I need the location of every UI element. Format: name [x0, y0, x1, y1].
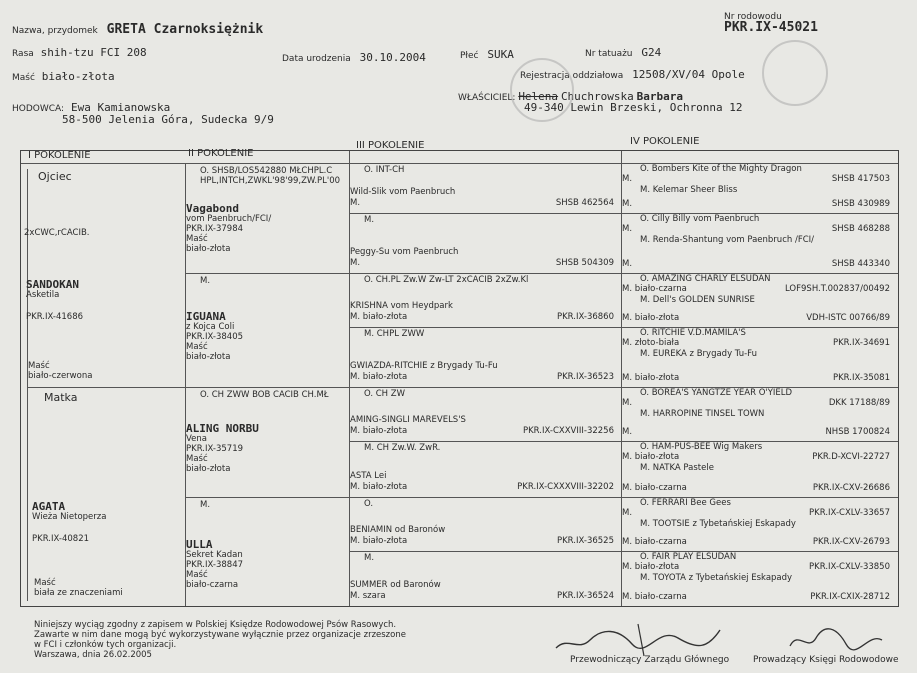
signature-label-registrar: Prowadzący Księgi Rodowodowe — [753, 655, 899, 665]
gen4-dam: M. TOYOTA z Tybetańskiej Eskapady — [640, 573, 793, 583]
gen2-kennel: z Kojca Coli — [186, 322, 235, 332]
gen2-color-label: Maść — [186, 454, 208, 464]
tattoo-label: Nr tatuażu — [585, 49, 633, 59]
footer-line-1: Niniejszy wyciąg zgodny z zapisem w Polskiej Księdze Rodowodowej Psów Rasowych. — [34, 620, 397, 630]
breeder-address: 58-500 Jelenia Góra, Sudecka 9/9 — [62, 113, 274, 126]
gen3-name: ASTA Lei — [350, 471, 387, 481]
footer-line-3: w FCI i członków tych organizacji. — [34, 640, 177, 650]
mother-block — [32, 502, 106, 544]
father-block — [26, 280, 83, 322]
gen2-kennel: Vena — [186, 434, 207, 444]
gen4-dam: M. Dell's GOLDEN SUNRISE — [640, 295, 755, 305]
gen4-sire-reg: DKK 17188/89 — [828, 398, 890, 408]
mother-kennel: Wieża Nietoperza — [32, 512, 107, 522]
color-row — [12, 70, 115, 83]
gen4-dam: M. EUREKA z Brygady Tu-Fu — [640, 349, 757, 359]
gen2-color-label: Maść — [186, 342, 208, 352]
gen3-name: GWIAZDA-RITCHIE z Brygady Tu-Fu — [350, 361, 498, 371]
gen2-reg: PKR.IX-38847 — [186, 560, 244, 570]
pedigree-no: PKR.IX-45021 — [724, 20, 818, 35]
mother-label: Matka — [44, 391, 78, 404]
gen2-name: ULLA — [186, 538, 213, 551]
owner-first: Barbara — [636, 90, 684, 103]
gen4-sire-color: M. — [622, 508, 633, 518]
mother-color-block — [34, 578, 123, 598]
gen2-titles: M. — [200, 500, 211, 510]
gen4-cell — [622, 498, 894, 548]
gen2-color: biało-czarna — [186, 580, 239, 590]
gen4-cell — [622, 214, 894, 270]
breeder-label: HODOWCA: — [12, 104, 65, 114]
gen4-sire-color: M. — [622, 224, 633, 234]
gen2-kennel: Sekret Kadan — [186, 550, 243, 560]
gen3-titles: O. — [364, 499, 374, 509]
gen4-cell — [622, 442, 894, 494]
name-label: Nazwa, przydomek — [12, 26, 98, 36]
gen3-name: KRISHNA vom Heydpark — [350, 301, 453, 311]
gen4-dam-color: M. biało-czarna — [622, 483, 687, 493]
gen2-titles: O. CH ZWW BOB CACIB CH.MŁ — [200, 390, 329, 400]
gen3-sub: M. — [350, 258, 361, 268]
gen4-sire-reg: SHSB 468288 — [831, 224, 890, 234]
gen3-cell — [350, 553, 618, 602]
gen3-titles: M. CHPL ZWW — [364, 329, 425, 339]
name-row — [12, 22, 263, 37]
gen3-cell — [350, 329, 618, 383]
gen2-color: biało-złota — [186, 464, 231, 474]
gen4-dam-color: M. biało-złota — [622, 313, 680, 323]
gen4-sire: O. RITCHIE V.D.MAMILA'S — [640, 328, 746, 338]
gen2-color-label: Maść — [186, 570, 208, 580]
father-reg: PKR.IX-41686 — [26, 312, 84, 322]
father-titles: 2xCWC,rCACIB. — [24, 228, 90, 238]
gen2-color-label: Maść — [186, 234, 208, 244]
birth-label: Data urodzenia — [282, 54, 351, 64]
gen3-name: BENIAMIN od Baronów — [350, 525, 446, 535]
gen2-titles: M. — [200, 276, 211, 286]
breed-value: shih-tzu FCI 208 — [40, 46, 147, 59]
gen3-reg: PKR.IX-CXXXVIII-32202 — [517, 482, 614, 492]
color-value: biało-złota — [41, 70, 115, 83]
gen4-dam: M. Kelemar Sheer Bliss — [640, 185, 738, 195]
signature-label-chairman: Przewodniczący Zarządu Głównego — [570, 655, 730, 665]
round-stamp-left — [510, 58, 574, 122]
gen2-name: IGUANA — [186, 310, 226, 323]
gen4-dam: M. Renda-Shantung vom Paenbruch /FCI/ — [640, 235, 815, 245]
branch-value: 12508/XV/04 Opole — [632, 68, 745, 81]
gen3-reg: PKR.IX-36860 — [556, 312, 614, 322]
gen2-reg: PKR.IX-35719 — [186, 444, 244, 454]
color-label: Maść — [12, 73, 35, 83]
gen4-sire-color: M. — [622, 174, 633, 184]
gen4-cell — [622, 388, 894, 438]
mother-color: biała ze znaczeniami — [34, 588, 123, 598]
gen4-cell — [622, 274, 894, 324]
gen3-sub: M. — [350, 198, 361, 208]
gen3-titles: M. — [364, 215, 375, 225]
gen2-cell — [186, 390, 346, 474]
gen2-name: Vagabond — [186, 202, 239, 215]
gen4-dam-color: M. — [622, 427, 633, 437]
gen-header-3: III POKOLENIE — [356, 140, 425, 151]
father-color: biało-czerwona — [28, 371, 93, 381]
gen4-sire-color: M. biało-czarna — [622, 284, 687, 294]
gen3-reg: SHSB 504309 — [555, 258, 614, 268]
gen4-dam-reg: PKR.IX-CXV-26686 — [812, 483, 890, 493]
gen3-cell — [350, 165, 618, 209]
gen3-sub: M. biało-złota — [350, 482, 408, 492]
gen3-cell — [350, 499, 618, 547]
tattoo-value: G24 — [641, 46, 662, 59]
gen2-reg: PKR.IX-37984 — [186, 224, 244, 234]
gen4-dam-reg: PKR.IX-35081 — [832, 373, 890, 383]
gen4-dam-reg: NHSB 1700824 — [825, 427, 890, 437]
signature-registrar — [780, 620, 890, 660]
gen3-cell — [350, 215, 618, 269]
gen4-dam-color: M. biało-czarna — [622, 537, 687, 547]
gen4-sire-reg: PKR.D-XCVI-22727 — [812, 452, 890, 462]
gen3-cell — [350, 275, 618, 323]
gen3-name: Wild-Slik vom Paenbruch — [350, 187, 456, 197]
gen-header-2: II POKOLENIE — [188, 148, 254, 159]
gen2-reg: PKR.IX-38405 — [186, 332, 244, 342]
gen3-cell — [350, 443, 618, 493]
breed-row — [12, 46, 147, 59]
birth-row — [282, 51, 426, 64]
gen4-dam-reg: SHSB 443340 — [831, 259, 890, 269]
gen4-sire: O. AMAZING CHARLY ELSUDAN — [640, 274, 771, 284]
gen4-sire-color: M. biało-złota — [622, 452, 680, 462]
gen4-sire-reg: SHSB 417503 — [831, 174, 890, 184]
gen4-cell — [622, 164, 894, 210]
father-color-label: Maść — [28, 361, 50, 371]
gen3-titles: O. CH ZW — [364, 389, 406, 399]
father-kennel: Asketila — [26, 290, 60, 300]
gen4-sire: O. FAIR PLAY ELSUDAN — [640, 552, 737, 562]
gen4-sire-color: M. — [622, 398, 633, 408]
footer-line-4: Warszawa, dnia 26.02.2005 — [34, 650, 152, 660]
gen3-cell — [350, 389, 618, 437]
gen3-reg: PKR.IX-36525 — [556, 536, 614, 546]
gen4-sire: O. FERRARI Bee Gees — [640, 498, 731, 508]
gen3-titles: O. CH.PL Zw.W Zw-LT 2xCACIB 2xZw.Kl — [364, 275, 529, 285]
gen4-dam-color: M. biało-złota — [622, 373, 680, 383]
footer-line-2: Zawarte w nim dane mogą być wykorzystywane wyłącznie przez organizacje zrzeszone — [34, 630, 406, 640]
gen3-sub: M. biało-złota — [350, 536, 408, 546]
gen3-reg: PKR.IX-36524 — [556, 591, 614, 601]
gen2-cell — [186, 276, 346, 362]
gen4-sire-color: M. złoto-biała — [622, 338, 680, 348]
gen4-cell — [622, 328, 894, 384]
mother-color-label: Maść — [34, 578, 56, 588]
gen3-name: SUMMER od Baronów — [350, 580, 441, 590]
gen4-cell — [622, 552, 894, 603]
gen3-titles: M. CH Zw.W. ZwR. — [364, 443, 441, 453]
gen4-dam: M. HARROPINE TINSEL TOWN — [640, 409, 765, 419]
tattoo-row — [585, 46, 661, 59]
gen3-name: AMING-SINGLI MAREVELS'S — [350, 415, 466, 425]
gen4-dam-reg: PKR.IX-CXIX-28712 — [810, 592, 890, 602]
owner-address: 49-340 Lewin Brzeski, Ochronna 12 — [524, 101, 743, 114]
breed-label: Rasa — [12, 49, 34, 59]
gen4-sire-color: M. biało-złota — [622, 562, 680, 572]
gen4-dam-color: M. biało-czarna — [622, 592, 687, 602]
gen3-sub: M. biało-złota — [350, 426, 408, 436]
round-stamp-right — [762, 40, 828, 106]
gen3-sub: M. biało-złota — [350, 312, 408, 322]
father-label: Ojciec — [38, 170, 72, 183]
sex-value: SUKA — [487, 48, 514, 61]
gen4-dam: M. NATKA Pastele — [640, 463, 714, 473]
gen4-sire: O. Cilly Billy vom Paenbruch — [640, 214, 760, 224]
gen2-color: biało-złota — [186, 244, 231, 254]
gen4-sire-reg: PKR.IX-34691 — [832, 338, 890, 348]
father-name: SANDOKAN — [26, 278, 79, 291]
owner-name: Chuchrowska — [560, 90, 634, 103]
gen3-reg: PKR.IX-36523 — [556, 372, 614, 382]
gen4-dam-color: M. — [622, 199, 633, 209]
gen3-name: Peggy-Su vom Paenbruch — [350, 247, 459, 257]
dog-name: GRETA Czarnoksiężnik — [106, 22, 264, 37]
gen2-cell — [186, 500, 346, 590]
gen4-dam: M. TOOTSIE z Tybetańskiej Eskapady — [640, 519, 796, 529]
pedigree-no-label: Nr rodowodu — [724, 12, 782, 22]
gen2-cell — [186, 166, 346, 254]
gen4-sire-reg: PKR.IX-CXLV-33657 — [809, 508, 890, 518]
gen4-sire: O. Bombers Kite of the Mighty Dragon — [640, 164, 802, 174]
gen3-titles: M. — [364, 553, 375, 563]
sex-label: Płeć — [460, 51, 479, 61]
gen3-sub: M. szara — [350, 591, 386, 601]
gen2-kennel: vom Paenbruch/FCI/ — [186, 214, 272, 224]
gen4-sire-reg: LOF9SH.T.002837/00492 — [785, 284, 890, 294]
gen4-dam-color: M. — [622, 259, 633, 269]
gen4-dam-reg: SHSB 430989 — [831, 199, 890, 209]
gen4-sire: O. BOREA'S YANGTZE YEAR O'YIELD — [640, 388, 793, 398]
breeder-name: Ewa Kamianowska — [70, 101, 171, 114]
birth-value: 30.10.2004 — [359, 51, 426, 64]
owner-label: WŁAŚCICIEL: — [458, 93, 516, 103]
gen2-name: ALING NORBU — [186, 422, 259, 435]
branch-label: Rejestracja oddziałowa — [520, 71, 624, 81]
mother-name: AGATA — [32, 500, 66, 513]
gen3-titles: O. INT-CH — [364, 165, 405, 175]
gen-header-1: I POKOLENIE — [28, 150, 91, 161]
gen4-dam-reg: VDH-ISTC 00766/89 — [806, 313, 890, 323]
gen3-reg: SHSB 462564 — [555, 198, 614, 208]
sex-row — [460, 48, 514, 61]
gen4-dam-reg: PKR.IX-CXV-26793 — [812, 537, 890, 547]
gen-header-4: IV POKOLENIE — [630, 136, 700, 147]
footer-note — [34, 620, 406, 660]
owner-struck: Helena — [518, 90, 559, 103]
gen3-sub: M. biało-złota — [350, 372, 408, 382]
gen4-sire-reg: PKR.IX-CXLV-33850 — [809, 562, 890, 572]
mother-reg: PKR.IX-40821 — [32, 534, 90, 544]
gen3-reg: PKR.IX-CXXVIII-32256 — [522, 426, 614, 436]
gen4-sire: O. HAM-PUS-BEE Wig Makers — [640, 442, 763, 452]
gen2-titles: O. SHSB/LOS542880 MŁCHPL.C HPL,INTCH,ZWKL'98'99,ZW.PL'00 — [200, 166, 341, 186]
gen2-color: biało-złota — [186, 352, 231, 362]
father-color-block — [28, 361, 92, 381]
